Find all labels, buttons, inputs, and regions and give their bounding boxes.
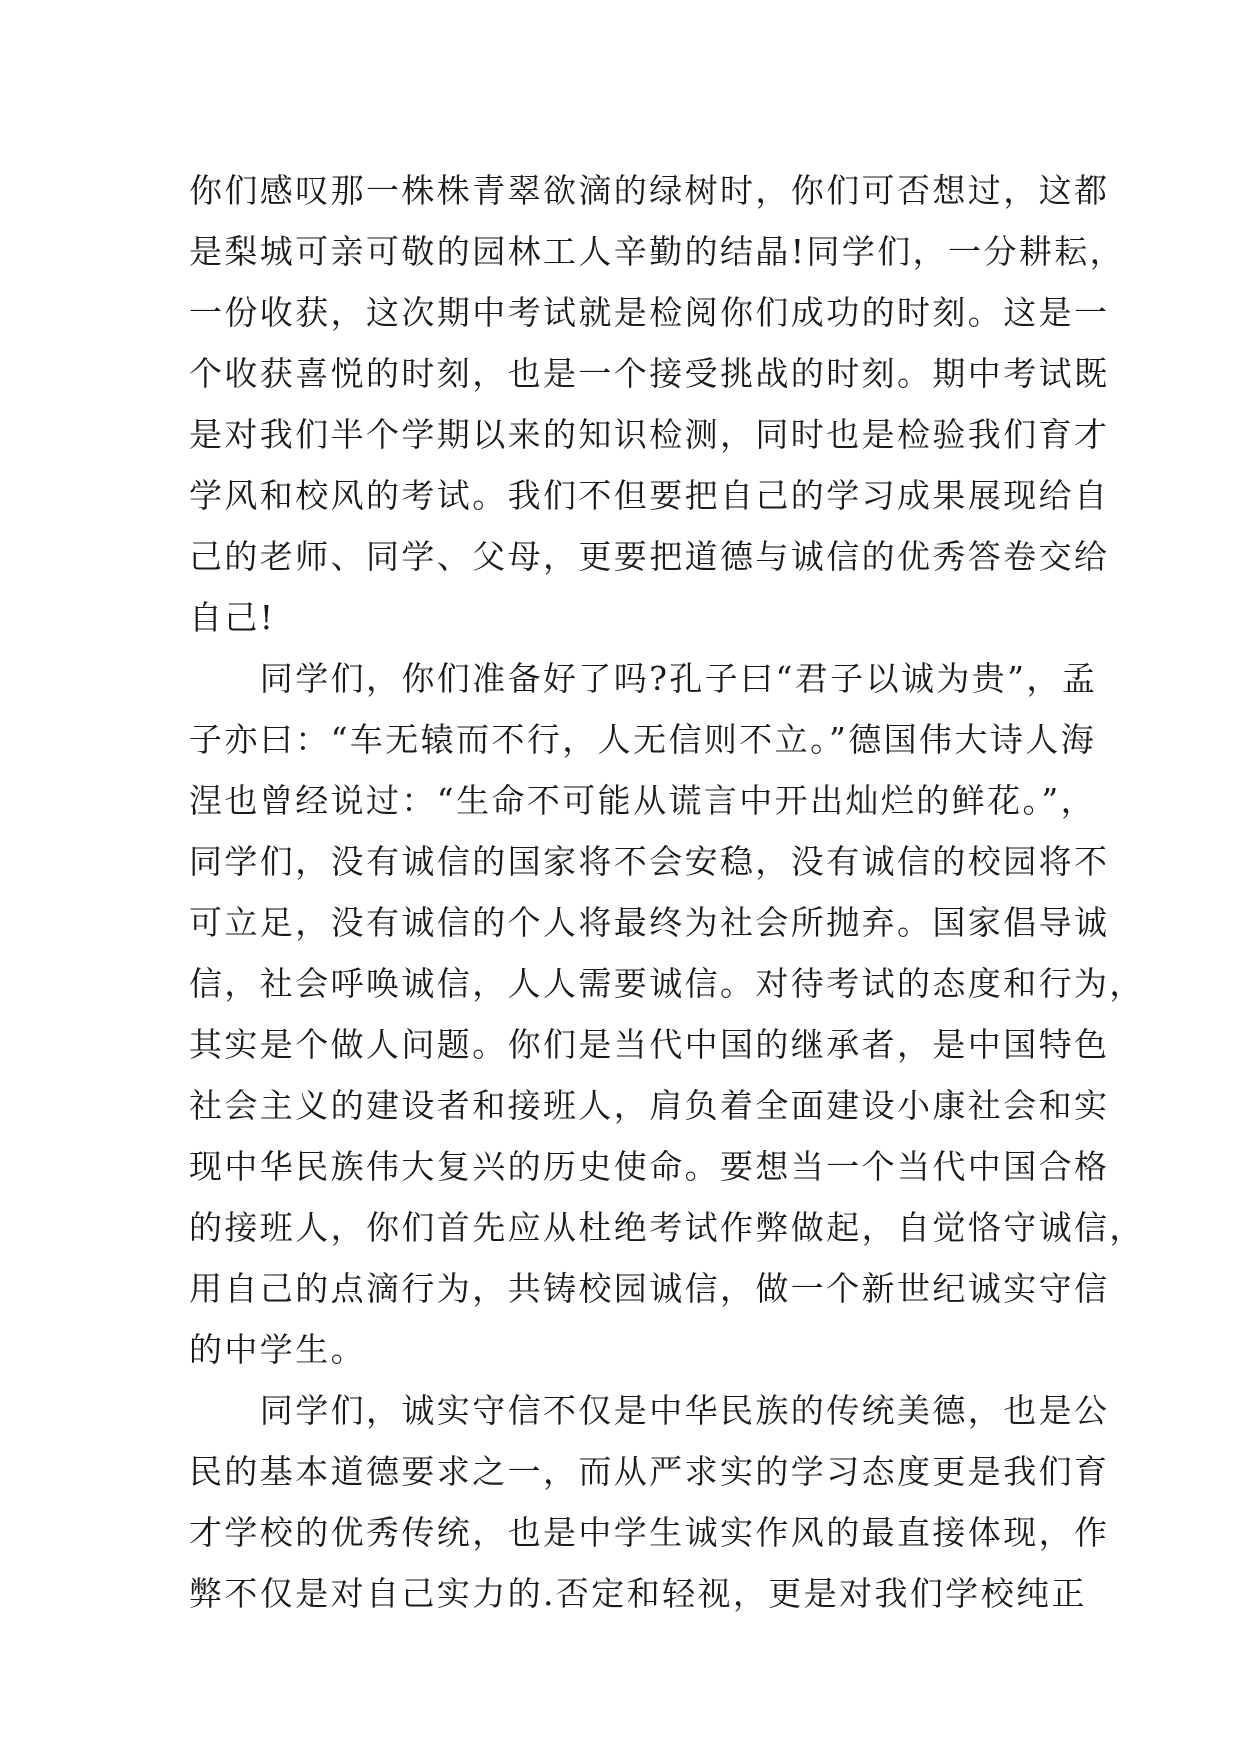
text-line: 同学们，你们准备好了吗?孔子曰“君子以诚为贵”，孟 xyxy=(189,659,1098,698)
text-line: 同学们，诚实守信不仅是中华民族的传统美德，也是公 xyxy=(189,1391,1110,1430)
body-text xyxy=(189,160,1145,1624)
text-line: 才学校的优秀传统，也是中学生诚实作风的最直接体现，作 xyxy=(189,1513,1110,1552)
text-line: 同学们，没有诚信的国家将不会安稳，没有诚信的校园将不 xyxy=(189,842,1110,881)
text-line: 现中华民族伟大复兴的历史使命。要想当一个当代中国合格 xyxy=(189,1147,1110,1186)
text-line: 自己! xyxy=(189,598,276,637)
text-line: 涅也曾经说过：“生命不可能从谎言中开出灿烂的鲜花。”， xyxy=(189,781,1097,820)
text-line: 弊不仅是对自己实力的.否定和轻视，更是对我们学校纯正 xyxy=(189,1574,1087,1613)
text-line: 可立足，没有诚信的个人将最终为社会所抛弃。国家倡导诚 xyxy=(189,903,1110,942)
text-line: 学风和校风的考试。我们不但要把自己的学习成果展现给自 xyxy=(189,476,1110,515)
text-line: 其实是个做人问题。你们是当代中国的继承者，是中国特色 xyxy=(189,1025,1110,1064)
text-line: 是对我们半个学期以来的知识检测，同时也是检验我们育才 xyxy=(189,415,1110,454)
text-line: 的接班人，你们首先应从杜绝考试作弊做起，自觉恪守诚信， xyxy=(189,1208,1145,1247)
text-line: 个收获喜悦的时刻，也是一个接受挑战的时刻。期中考试既 xyxy=(189,354,1110,393)
text-line: 子亦曰：“车无辕而不行，人无信则不立。”德国伟大诗人海 xyxy=(189,720,1097,759)
text-line: 是梨城可亲可敬的园林工人辛勤的结晶!同学们，一分耕耘， xyxy=(189,232,1126,271)
text-line: 信，社会呼唤诚信，人人需要诚信。对待考试的态度和行为， xyxy=(189,964,1145,1003)
text-line: 一份收获，这次期中考试就是检阅你们成功的时刻。这是一 xyxy=(189,293,1110,332)
text-line: 社会主义的建设者和接班人，肩负着全面建设小康社会和实 xyxy=(189,1086,1110,1125)
text-line: 你们感叹那一株株青翠欲滴的绿树时，你们可否想过，这都 xyxy=(189,171,1110,210)
text-line: 的中学生。 xyxy=(189,1330,366,1369)
text-line: 己的老师、同学、父母，更要把道德与诚信的优秀答卷交给 xyxy=(189,537,1110,576)
text-line: 民的基本道德要求之一，而从严求实的学习态度更是我们育 xyxy=(189,1452,1110,1491)
text-line: 用自己的点滴行为，共铸校园诚信，做一个新世纪诚实守信 xyxy=(189,1269,1110,1308)
